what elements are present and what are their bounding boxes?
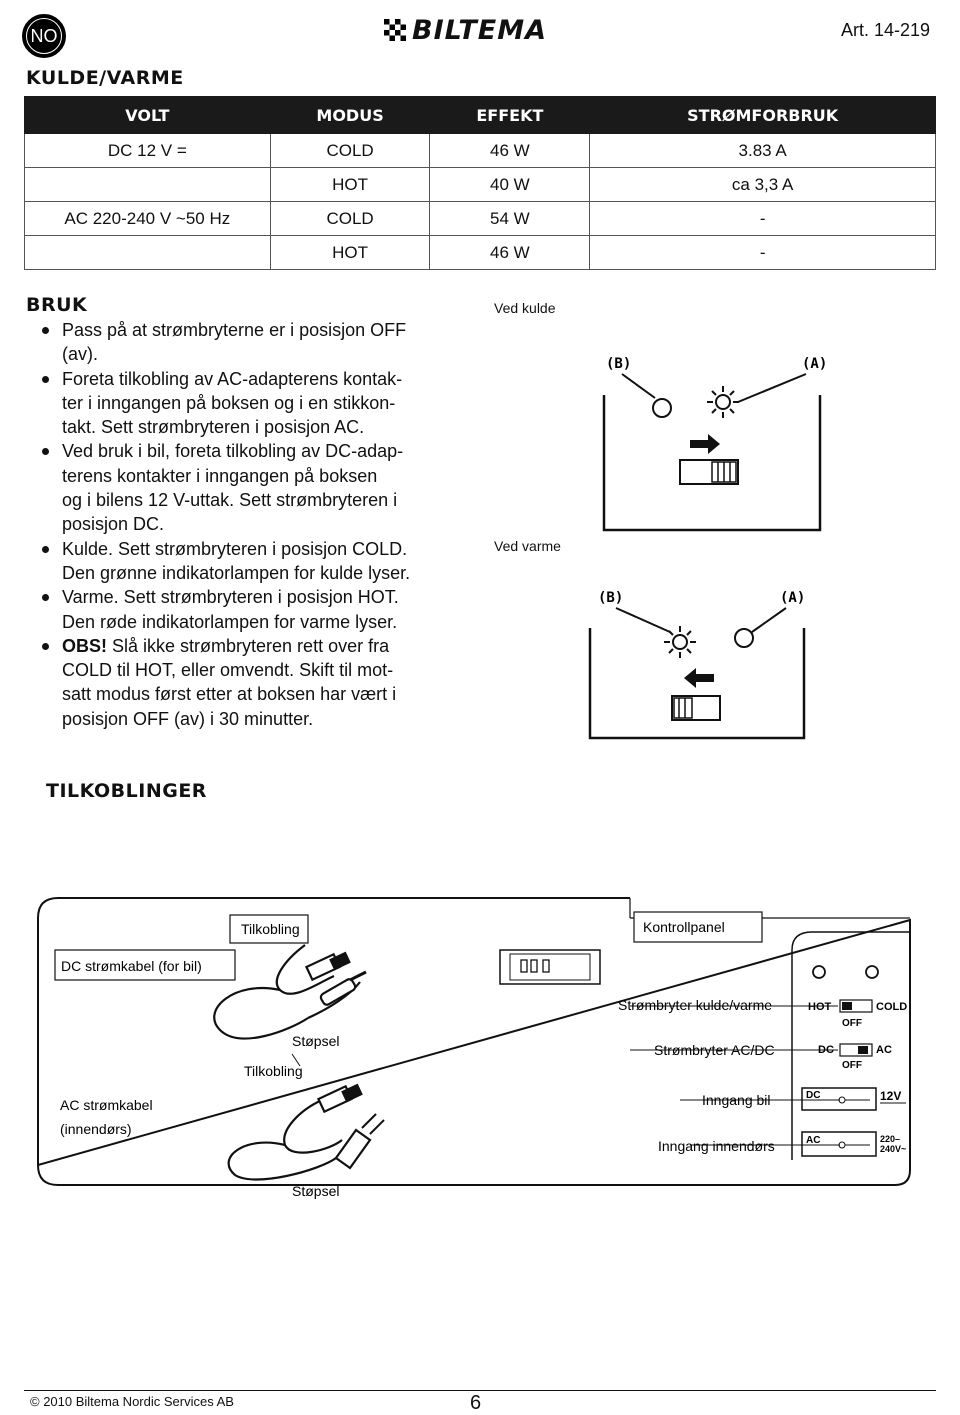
line: posisjon DC. xyxy=(62,514,165,535)
bullet-icon xyxy=(42,327,49,334)
line: Foreta tilkobling av AC-adapterens kontak- xyxy=(62,368,403,389)
section-title-kulde-varme: KULDE/VARME xyxy=(26,67,184,89)
panel-off-2: OFF xyxy=(842,1060,862,1071)
inngang-inne-label: Inngang innendørs xyxy=(658,1138,775,1154)
connections-diagram xyxy=(30,890,930,1199)
page-number: 6 xyxy=(470,1392,482,1414)
table-row xyxy=(25,236,936,270)
panel-off-1: OFF xyxy=(842,1018,862,1029)
warm-mode-diagram xyxy=(580,578,840,748)
bullet-icon xyxy=(42,448,49,455)
stopsel-2-label: Støpsel xyxy=(292,1183,340,1199)
checkered-flag-icon xyxy=(384,19,406,41)
language-badge xyxy=(22,14,66,58)
table-row xyxy=(25,202,936,236)
inngang-bil-label: Inngang bil xyxy=(702,1092,771,1108)
ac-cable-label-1: AC strømkabel xyxy=(60,1097,153,1113)
cell: 40 W xyxy=(430,168,590,202)
cell: - xyxy=(590,202,936,236)
switch-right-icon xyxy=(680,460,738,484)
label-a: (A) xyxy=(802,356,828,372)
brand-logo xyxy=(384,16,547,44)
obs-label: OBS! xyxy=(62,635,107,656)
bullet-icon xyxy=(42,594,49,601)
spec-table xyxy=(24,96,936,270)
cold-mode-label: Ved kulde xyxy=(494,300,556,316)
line: takt. Sett strømbryteren i posisjon AC. xyxy=(62,417,365,438)
panel-dc-2: DC xyxy=(806,1090,821,1101)
bullet-icon xyxy=(42,546,49,553)
dc-cable-label: DC strømkabel (for bil) xyxy=(61,958,202,974)
line-text: Slå ikke strømbryteren rett over fra xyxy=(112,635,390,656)
bullet-icon xyxy=(42,376,49,383)
cell: 54 W xyxy=(430,202,590,236)
header-effekt: EFFEKT xyxy=(430,97,590,134)
cold-mode-diagram xyxy=(580,340,840,540)
list-item xyxy=(40,585,490,634)
cell xyxy=(25,236,271,270)
cell: HOT xyxy=(270,168,430,202)
panel-12v: 12V xyxy=(880,1089,902,1103)
brand-name: BILTEMA xyxy=(412,14,547,46)
panel-220: 220– xyxy=(880,1134,901,1144)
line: Pass på at strømbryterne er i posisjon OFF xyxy=(62,320,407,340)
line: COLD til HOT, eller omvendt. Skift til mot- xyxy=(62,660,394,681)
line xyxy=(62,634,490,658)
section-title-bruk: BRUK xyxy=(26,294,88,316)
panel-ac: AC xyxy=(876,1044,892,1056)
panel-hot: HOT xyxy=(808,1001,832,1013)
panel-dc: DC xyxy=(818,1044,834,1056)
panel-ac-2: AC xyxy=(806,1135,821,1146)
panel-cold: COLD xyxy=(876,1001,908,1013)
line: satt modus først etter at boksen har vært i xyxy=(62,684,397,705)
cell xyxy=(25,168,271,202)
label-b: (B) xyxy=(606,356,632,372)
footer-divider xyxy=(24,1390,936,1391)
cell: HOT xyxy=(270,236,430,270)
footer-copyright: © 2010 Biltema Nordic Services AB xyxy=(30,1394,234,1409)
table-row xyxy=(25,168,936,202)
tilkobling-2-label: Tilkobling xyxy=(244,1063,303,1079)
cell: AC 220-240 V ~50 Hz xyxy=(25,202,271,236)
panel-240: 240V~ xyxy=(880,1144,907,1154)
indicator-lamp-b xyxy=(653,399,671,417)
label-b: (B) xyxy=(598,590,624,606)
cell: 3.83 A xyxy=(590,134,936,168)
cell: DC 12 V = xyxy=(25,134,271,168)
label-a: (A) xyxy=(780,590,806,606)
line: Kulde. Sett strømbryteren i posisjon COLD. xyxy=(62,538,408,559)
line: Den røde indikatorlampen for varme lyser. xyxy=(62,611,398,632)
table-header-row xyxy=(25,97,936,134)
indicator-lamp-a-lit xyxy=(707,386,739,418)
cell: - xyxy=(590,236,936,270)
cell: COLD xyxy=(270,202,430,236)
ac-cable-label-2: (innendørs) xyxy=(60,1121,132,1137)
switch-hot-cold-label: Strømbryter kulde/varme xyxy=(618,997,773,1013)
header-modus: MODUS xyxy=(270,97,430,134)
cell: ca 3,3 A xyxy=(590,168,936,202)
stopsel-1-label: Støpsel xyxy=(292,1033,340,1049)
line: posisjon OFF (av) i 30 minutter. xyxy=(62,708,314,729)
line: ter i inngangen på boksen og i en stikkon- xyxy=(62,392,396,413)
indicator-lamp-a xyxy=(735,629,753,647)
list-item xyxy=(40,318,490,367)
line: (av). xyxy=(62,344,98,365)
line: Den grønne indikatorlampen for kulde lyser. xyxy=(62,562,411,583)
bullet-icon xyxy=(42,643,49,650)
section-title-tilkoblinger: TILKOBLINGER xyxy=(46,780,207,802)
list-item xyxy=(40,537,490,586)
cell: 46 W xyxy=(430,236,590,270)
table-row xyxy=(25,134,936,168)
arrow-right-icon xyxy=(690,434,720,454)
warm-mode-label: Ved varme xyxy=(494,538,561,554)
cell: 46 W xyxy=(430,134,590,168)
tilkobling-top-label: Tilkobling xyxy=(241,921,300,937)
line: Varme. Sett strømbryteren i posisjon HOT. xyxy=(62,587,399,608)
switch-ac-dc-label: Strømbryter AC/DC xyxy=(654,1042,775,1058)
line: terens kontakter i inngangen på boksen xyxy=(62,465,378,486)
header-stromforbruk: STRØMFORBRUK xyxy=(590,97,936,134)
line: Ved bruk i bil, foreta tilkobling av DC-adap- xyxy=(62,441,404,462)
list-item xyxy=(40,634,490,731)
dc-cable-drawing xyxy=(214,945,366,1038)
list-item xyxy=(40,439,490,536)
line: og i bilens 12 V-uttak. Sett strømbryteren i xyxy=(62,490,398,511)
article-number: Art. 14-219 xyxy=(840,20,930,40)
ac-cable-drawing xyxy=(229,1085,384,1179)
switch-left-icon xyxy=(672,696,720,720)
header-volt: VOLT xyxy=(25,97,271,134)
cell: COLD xyxy=(270,134,430,168)
language-code: NO xyxy=(26,18,62,54)
bruk-instructions xyxy=(40,318,490,731)
kontrollpanel-label: Kontrollpanel xyxy=(643,919,725,935)
arrow-left-icon xyxy=(684,668,714,688)
list-item xyxy=(40,367,490,440)
